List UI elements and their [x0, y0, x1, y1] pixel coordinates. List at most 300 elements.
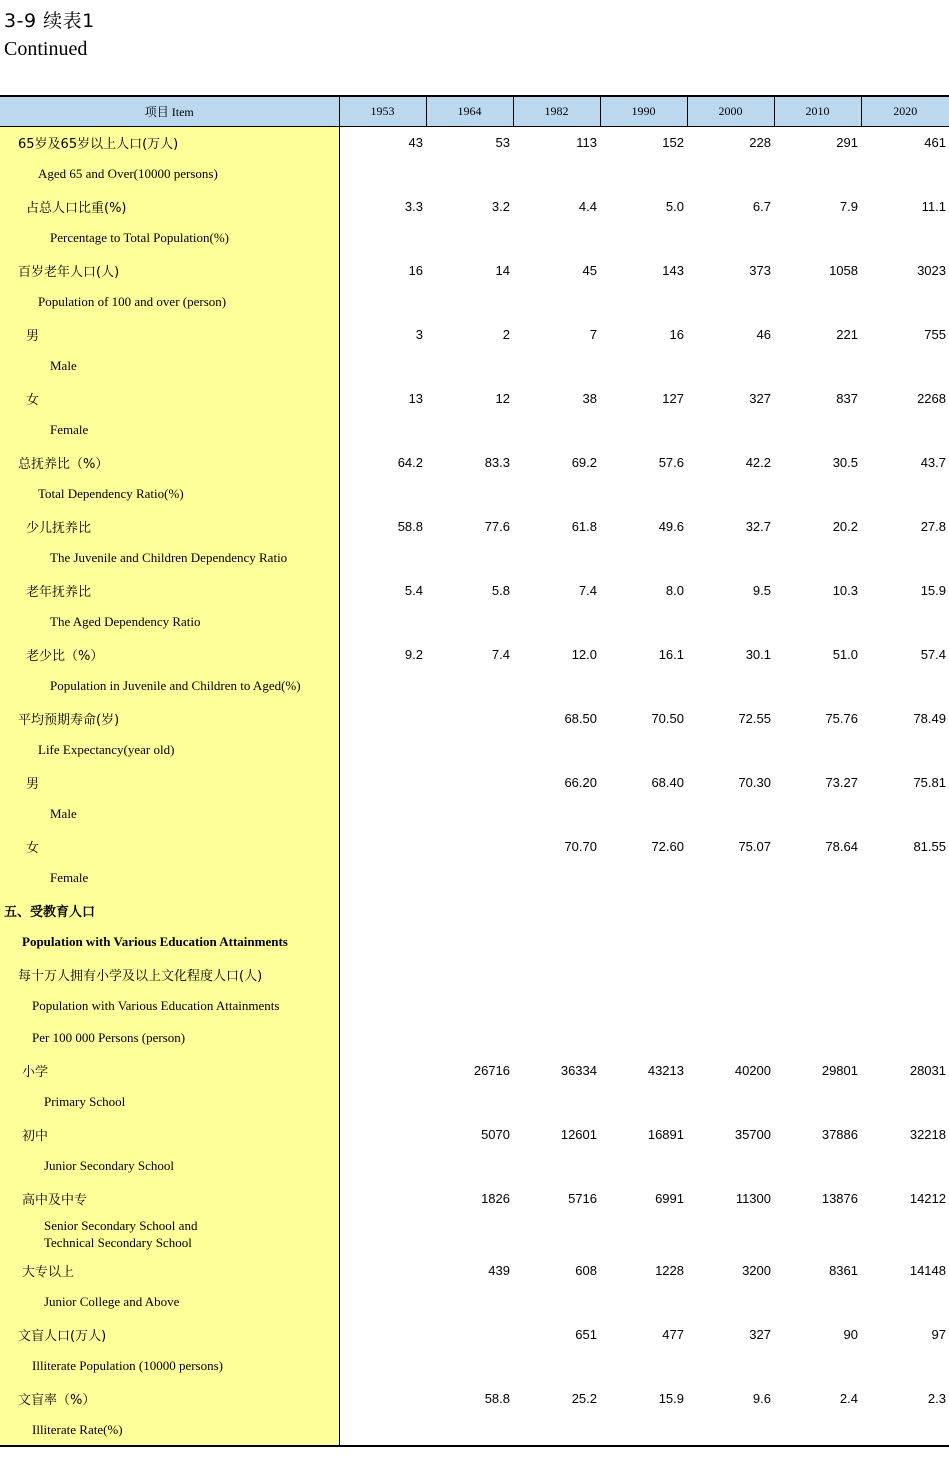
value-cell: [600, 1414, 687, 1446]
value-cell: [687, 222, 774, 254]
statistics-table: [0, 95, 949, 1447]
value-cell: 43.7: [920, 454, 946, 470]
value-cell: [426, 702, 513, 734]
value-cell: [426, 158, 513, 190]
value-cell: [861, 958, 949, 990]
value-cell: 16: [408, 262, 423, 278]
header-year: 1990: [600, 96, 687, 126]
table-row: [0, 574, 949, 606]
value-cell: 30.5: [832, 454, 858, 470]
row-label: Population with Various Education Attainments: [0, 926, 339, 958]
row-label: 初中: [0, 1118, 339, 1150]
value-cell: [339, 1350, 426, 1382]
value-cell: [600, 670, 687, 702]
value-cell: [426, 798, 513, 830]
value-cell: 152: [662, 134, 684, 150]
value-cell: 58.8: [397, 518, 423, 534]
value-cell: [426, 958, 513, 990]
table-row: [0, 318, 949, 350]
value-cell: [513, 414, 600, 446]
table-row: [0, 638, 949, 670]
value-cell: [774, 670, 861, 702]
value-cell: [513, 670, 600, 702]
value-cell: 97: [931, 1326, 946, 1342]
value-cell: [774, 1214, 861, 1254]
value-cell: [339, 1382, 426, 1414]
value-cell: 1228: [655, 1262, 684, 1278]
row-label: 男: [0, 318, 339, 350]
table-row: [0, 126, 949, 158]
value-cell: 14212: [909, 1190, 946, 1206]
value-cell: [426, 350, 513, 382]
value-cell: [774, 222, 861, 254]
value-cell: [513, 1214, 600, 1254]
value-cell: [513, 1350, 600, 1382]
value-cell: 113: [576, 134, 597, 150]
value-cell: [513, 158, 600, 190]
value-cell: [774, 542, 861, 574]
value-cell: [426, 862, 513, 894]
value-cell: 439: [488, 1262, 510, 1278]
value-cell: [339, 1118, 426, 1150]
value-cell: [513, 1086, 600, 1118]
value-cell: [861, 1350, 949, 1382]
table-row: [0, 1086, 949, 1118]
value-cell: [513, 926, 600, 958]
value-cell: [600, 894, 687, 926]
value-cell: [687, 862, 774, 894]
value-cell: 373: [749, 262, 771, 278]
value-cell: 12.0: [571, 646, 597, 662]
value-cell: [687, 734, 774, 766]
value-cell: [861, 926, 949, 958]
row-label: 女: [0, 382, 339, 414]
value-cell: 29801: [821, 1062, 858, 1078]
table-row: [0, 1022, 949, 1054]
value-cell: 14148: [909, 1262, 946, 1278]
value-cell: [339, 542, 426, 574]
table-row: [0, 254, 949, 286]
row-label: 文盲率（%）: [0, 1382, 339, 1414]
value-cell: [687, 1214, 774, 1254]
value-cell: [774, 1350, 861, 1382]
value-cell: 57.6: [658, 454, 684, 470]
table-row: [0, 1254, 949, 1286]
value-cell: 66.20: [564, 774, 597, 790]
header-year: 1982: [513, 96, 600, 126]
header-item: 项目 Item: [0, 96, 339, 126]
value-cell: [339, 414, 426, 446]
value-cell: [600, 158, 687, 190]
table-row: [0, 478, 949, 510]
value-cell: 477: [662, 1326, 684, 1342]
value-cell: [687, 542, 774, 574]
value-cell: [426, 222, 513, 254]
row-label: 占总人口比重(%): [0, 190, 339, 222]
value-cell: [339, 222, 426, 254]
value-cell: 1826: [481, 1190, 510, 1206]
value-cell: [774, 862, 861, 894]
value-cell: [513, 542, 600, 574]
value-cell: 3.2: [491, 198, 510, 214]
value-cell: 127: [662, 390, 684, 406]
value-cell: [339, 350, 426, 382]
row-label: 五、受教育人口: [0, 894, 339, 926]
value-cell: [774, 158, 861, 190]
row-label: 男: [0, 766, 339, 798]
value-cell: [687, 990, 774, 1022]
table-row: [0, 990, 949, 1022]
value-cell: [426, 606, 513, 638]
value-cell: [774, 734, 861, 766]
value-cell: [513, 606, 600, 638]
row-label: Total Dependency Ratio(%): [0, 478, 339, 510]
row-label: Female: [0, 862, 339, 894]
value-cell: [687, 670, 774, 702]
value-cell: 608: [575, 1262, 597, 1278]
table-row: [0, 670, 949, 702]
value-cell: [426, 926, 513, 958]
value-cell: 57.4: [920, 646, 946, 662]
value-cell: [426, 1350, 513, 1382]
value-cell: 5.0: [665, 198, 684, 214]
row-label: 老年抚养比: [0, 574, 339, 606]
table-row: [0, 1182, 949, 1214]
table-row: [0, 702, 949, 734]
value-cell: 81.55: [913, 838, 946, 854]
value-cell: [339, 1254, 426, 1286]
value-cell: 77.6: [484, 518, 510, 534]
value-cell: [339, 478, 426, 510]
value-cell: 73.27: [825, 774, 858, 790]
value-cell: [600, 1350, 687, 1382]
value-cell: [687, 158, 774, 190]
value-cell: [687, 958, 774, 990]
value-cell: [600, 478, 687, 510]
value-cell: [861, 798, 949, 830]
value-cell: 651: [575, 1326, 597, 1342]
row-label: 文盲人口(万人): [0, 1318, 339, 1350]
value-cell: [687, 1286, 774, 1318]
value-cell: [600, 606, 687, 638]
value-cell: 36334: [560, 1062, 597, 1078]
value-cell: 291: [836, 134, 858, 150]
table-body: [0, 126, 949, 1446]
value-cell: [774, 798, 861, 830]
value-cell: [774, 414, 861, 446]
row-label: Population with Various Education Attainments: [0, 990, 339, 1022]
header-year: 1964: [426, 96, 513, 126]
value-cell: 3.3: [404, 198, 423, 214]
value-cell: 68.40: [651, 774, 684, 790]
value-cell: [861, 158, 949, 190]
table-row: [0, 1382, 949, 1414]
value-cell: 43213: [647, 1062, 684, 1078]
value-cell: 28031: [909, 1062, 946, 1078]
row-label: Junior Secondary School: [0, 1150, 339, 1182]
value-cell: [861, 542, 949, 574]
value-cell: 30.1: [745, 646, 771, 662]
value-cell: [687, 1414, 774, 1446]
value-cell: 70.70: [564, 838, 597, 854]
value-cell: [339, 606, 426, 638]
value-cell: [426, 542, 513, 574]
value-cell: 7.9: [839, 198, 858, 214]
value-cell: 26716: [473, 1062, 510, 1078]
value-cell: [600, 1086, 687, 1118]
value-cell: 70.50: [651, 710, 684, 726]
row-label: 少儿抚养比: [0, 510, 339, 542]
continued-subtitle: Continued: [4, 38, 88, 60]
value-cell: 5070: [481, 1126, 510, 1142]
value-cell: 20.2: [832, 518, 858, 534]
table-row: [0, 830, 949, 862]
value-cell: [774, 1022, 861, 1054]
value-cell: [339, 670, 426, 702]
value-cell: [339, 862, 426, 894]
value-cell: 15.9: [658, 1390, 684, 1406]
value-cell: 14: [495, 262, 510, 278]
value-cell: 40200: [734, 1062, 771, 1078]
value-cell: [426, 1022, 513, 1054]
row-label: The Juvenile and Children Dependency Ratio: [0, 542, 339, 574]
value-cell: [513, 1414, 600, 1446]
value-cell: 16.1: [658, 646, 684, 662]
value-cell: [600, 414, 687, 446]
value-cell: 143: [662, 262, 684, 278]
value-cell: [513, 894, 600, 926]
value-cell: [861, 990, 949, 1022]
value-cell: [774, 926, 861, 958]
row-label: Life Expectancy(year old): [0, 734, 339, 766]
value-cell: [861, 862, 949, 894]
value-cell: 70.30: [738, 774, 771, 790]
value-cell: [426, 990, 513, 1022]
value-cell: 3: [415, 326, 423, 342]
row-label: 总抚养比（%）: [0, 446, 339, 478]
value-cell: 5.8: [491, 582, 510, 598]
table-row: [0, 190, 949, 222]
value-cell: 64.2: [397, 454, 423, 470]
value-cell: [339, 702, 426, 734]
value-cell: [687, 798, 774, 830]
value-cell: 46: [756, 326, 771, 342]
value-cell: [600, 1022, 687, 1054]
row-label: 每十万人拥有小学及以上文化程度人口(人): [0, 958, 339, 990]
value-cell: 90: [843, 1326, 858, 1342]
table-header-row: [0, 96, 949, 126]
table-row: [0, 926, 949, 958]
value-cell: [339, 1054, 426, 1086]
value-cell: [426, 894, 513, 926]
value-cell: 9.6: [752, 1390, 771, 1406]
value-cell: [426, 286, 513, 318]
value-cell: 72.60: [651, 838, 684, 854]
table-row: [0, 862, 949, 894]
value-cell: [513, 734, 600, 766]
value-cell: [426, 1318, 513, 1350]
value-cell: 461: [924, 134, 946, 150]
table-row: [0, 606, 949, 638]
value-cell: [339, 286, 426, 318]
value-cell: [861, 1286, 949, 1318]
value-cell: [600, 798, 687, 830]
value-cell: [339, 990, 426, 1022]
table-row: [0, 798, 949, 830]
value-cell: [774, 894, 861, 926]
value-cell: [774, 1286, 861, 1318]
value-cell: [600, 1150, 687, 1182]
table-row: [0, 382, 949, 414]
row-label: Population of 100 and over (person): [0, 286, 339, 318]
value-cell: [861, 222, 949, 254]
row-label: Population in Juvenile and Children to Aged(%): [0, 670, 339, 702]
value-cell: 837: [836, 390, 858, 406]
value-cell: [774, 286, 861, 318]
value-cell: 327: [749, 1326, 771, 1342]
value-cell: 9.2: [404, 646, 423, 662]
row-label: Per 100 000 Persons (person): [0, 1022, 339, 1054]
table-row: [0, 286, 949, 318]
value-cell: [339, 1086, 426, 1118]
value-cell: [513, 350, 600, 382]
value-cell: 11300: [735, 1190, 771, 1206]
value-cell: 2.3: [927, 1390, 946, 1406]
value-cell: 6991: [655, 1190, 684, 1206]
row-label: Senior Secondary School and Technical Secondary School: [0, 1214, 339, 1254]
value-cell: 11.1: [921, 198, 946, 214]
table-row: [0, 766, 949, 798]
value-cell: [513, 286, 600, 318]
value-cell: 25.2: [571, 1390, 597, 1406]
row-label: Illiterate Rate(%): [0, 1414, 339, 1446]
value-cell: 37886: [821, 1126, 858, 1142]
value-cell: [687, 1150, 774, 1182]
row-label: 女: [0, 830, 339, 862]
value-cell: [687, 1350, 774, 1382]
table-row: [0, 1118, 949, 1150]
value-cell: 12: [495, 390, 510, 406]
value-cell: [774, 478, 861, 510]
value-cell: [687, 350, 774, 382]
value-cell: [426, 1286, 513, 1318]
value-cell: [339, 830, 426, 862]
table-row: [0, 542, 949, 574]
value-cell: [426, 414, 513, 446]
value-cell: [426, 1150, 513, 1182]
value-cell: [861, 1022, 949, 1054]
row-label: Aged 65 and Over(10000 persons): [0, 158, 339, 190]
value-cell: [687, 1086, 774, 1118]
value-cell: [339, 1318, 426, 1350]
row-label: Primary School: [0, 1086, 339, 1118]
table-row: [0, 958, 949, 990]
value-cell: 35700: [734, 1126, 771, 1142]
row-label: 百岁老年人口(人): [0, 254, 339, 286]
row-label: Illiterate Population (10000 persons): [0, 1350, 339, 1382]
value-cell: [774, 1414, 861, 1446]
value-cell: [426, 1414, 513, 1446]
value-cell: [426, 1086, 513, 1118]
value-cell: 32.7: [745, 518, 771, 534]
value-cell: [687, 414, 774, 446]
value-cell: [339, 1182, 426, 1214]
row-label: Percentage to Total Population(%): [0, 222, 339, 254]
value-cell: [426, 766, 513, 798]
table-row: [0, 1214, 949, 1254]
value-cell: [687, 1022, 774, 1054]
value-cell: [600, 222, 687, 254]
value-cell: [513, 798, 600, 830]
header-year: 1953: [339, 96, 426, 126]
value-cell: [513, 1022, 600, 1054]
table-row: [0, 1318, 949, 1350]
value-cell: [774, 958, 861, 990]
value-cell: 7.4: [578, 582, 597, 598]
value-cell: [861, 286, 949, 318]
value-cell: [861, 478, 949, 510]
value-cell: 12601: [560, 1126, 597, 1142]
value-cell: 45: [582, 262, 597, 278]
value-cell: [339, 894, 426, 926]
value-cell: [861, 670, 949, 702]
value-cell: [513, 1286, 600, 1318]
value-cell: [600, 734, 687, 766]
value-cell: [861, 1414, 949, 1446]
row-label: Male: [0, 350, 339, 382]
table-row: [0, 510, 949, 542]
value-cell: 15.9: [920, 582, 946, 598]
value-cell: [600, 958, 687, 990]
row-label: Male: [0, 798, 339, 830]
value-cell: 1058: [829, 262, 858, 278]
value-cell: [513, 862, 600, 894]
table-row: [0, 446, 949, 478]
value-cell: 51.0: [832, 646, 858, 662]
value-cell: 83.3: [484, 454, 510, 470]
value-cell: [861, 734, 949, 766]
value-cell: 61.8: [571, 518, 597, 534]
value-cell: [861, 1214, 949, 1254]
value-cell: [339, 798, 426, 830]
value-cell: [687, 478, 774, 510]
value-cell: [513, 990, 600, 1022]
value-cell: [861, 414, 949, 446]
value-cell: [600, 542, 687, 574]
value-cell: [861, 1150, 949, 1182]
row-label: 平均预期寿命(岁): [0, 702, 339, 734]
value-cell: [339, 958, 426, 990]
value-cell: 16: [669, 326, 684, 342]
value-cell: 6.7: [752, 198, 771, 214]
row-label: The Aged Dependency Ratio: [0, 606, 339, 638]
value-cell: [861, 894, 949, 926]
value-cell: [774, 1086, 861, 1118]
row-label: Junior College and Above: [0, 1286, 339, 1318]
value-cell: 69.2: [571, 454, 597, 470]
value-cell: [339, 1214, 426, 1254]
value-cell: [861, 350, 949, 382]
value-cell: 75.07: [738, 838, 771, 854]
table-row: [0, 158, 949, 190]
value-cell: 32218: [909, 1126, 946, 1142]
value-cell: 3200: [742, 1262, 771, 1278]
header-year: 2020: [861, 96, 949, 126]
value-cell: 4.4: [578, 198, 597, 214]
value-cell: [513, 478, 600, 510]
value-cell: [339, 1286, 426, 1318]
value-cell: [513, 1150, 600, 1182]
